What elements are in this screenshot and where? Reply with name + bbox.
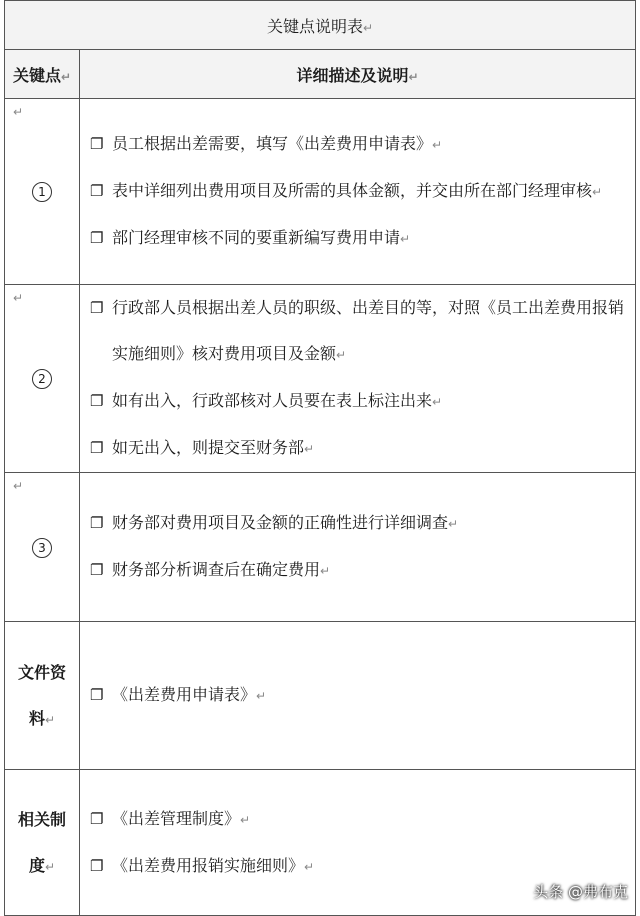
checkbox-bullet-icon: ❐ bbox=[90, 686, 104, 704]
key-cell-2: ↵ 2 bbox=[5, 285, 80, 473]
checkbox-bullet-icon: ❐ bbox=[90, 135, 104, 153]
list-item: ❐ 如无出入，则提交至财务部↵ bbox=[90, 425, 635, 472]
description-cell bbox=[80, 99, 636, 285]
list-item: ❐ 行政部人员根据出差人员的职级、出差目的等，对照《员工出差费用报销实施细则》核对费用项目及金额↵ bbox=[90, 285, 635, 378]
table-row bbox=[5, 473, 636, 622]
list-item: ❐ 表中详细列出费用项目及所需的具体金额，并交由所在部门经理审核↵ bbox=[90, 168, 635, 215]
list-item: ❐ 《出差管理制度》↵ bbox=[90, 796, 635, 843]
list-item: ❐ 财务部分析调查后在确定费用↵ bbox=[90, 547, 635, 594]
header-key: 关键点↵ bbox=[5, 50, 80, 99]
key-cell-regulations: 相关制度↵ bbox=[5, 770, 80, 916]
key-cell-3: ↵ 3 bbox=[5, 473, 80, 622]
circled-number: 2 bbox=[32, 369, 52, 389]
watermark: 头条 @弗布克 bbox=[533, 883, 628, 901]
checkbox-bullet-icon: ❐ bbox=[90, 561, 104, 579]
checkbox-bullet-icon: ❐ bbox=[90, 392, 104, 410]
table-row bbox=[5, 99, 636, 285]
list-item: ❐ 如有出入，行政部核对人员要在表上标注出来↵ bbox=[90, 378, 635, 425]
list-item: ❐ 部门经理审核不同的要重新编写费用申请↵ bbox=[90, 215, 635, 262]
description-cell bbox=[80, 285, 636, 473]
description-cell bbox=[80, 622, 636, 770]
checkbox-bullet-icon: ❐ bbox=[90, 299, 104, 317]
list-item: ❐ 员工根据出差需要，填写《出差费用申请表》↵ bbox=[90, 121, 635, 168]
table-title: 关键点说明表↵ bbox=[5, 1, 636, 50]
list-item: ❐ 财务部对费用项目及金额的正确性进行详细调查↵ bbox=[90, 500, 635, 547]
list-item: ❐ 《出差费用申请表》↵ bbox=[90, 672, 635, 719]
checkbox-bullet-icon: ❐ bbox=[90, 439, 104, 457]
checkbox-bullet-icon: ❐ bbox=[90, 809, 104, 828]
list-item: ❐ 《出差费用报销实施细则》↵ bbox=[90, 843, 635, 890]
key-cell-documents: 文件资料↵ bbox=[5, 622, 80, 770]
key-points-table bbox=[4, 0, 636, 916]
checkbox-bullet-icon: ❐ bbox=[90, 514, 104, 532]
key-cell-1: ↵ 1 bbox=[5, 99, 80, 285]
checkbox-bullet-icon: ❐ bbox=[90, 182, 104, 200]
checkbox-bullet-icon: ❐ bbox=[90, 229, 104, 247]
description-cell bbox=[80, 473, 636, 622]
header-description: 详细描述及说明↵ bbox=[80, 50, 636, 99]
circled-number: 3 bbox=[32, 538, 52, 558]
table-row bbox=[5, 622, 636, 770]
circled-number: 1 bbox=[32, 182, 52, 202]
checkbox-bullet-icon: ❐ bbox=[90, 856, 104, 875]
table-row bbox=[5, 285, 636, 473]
